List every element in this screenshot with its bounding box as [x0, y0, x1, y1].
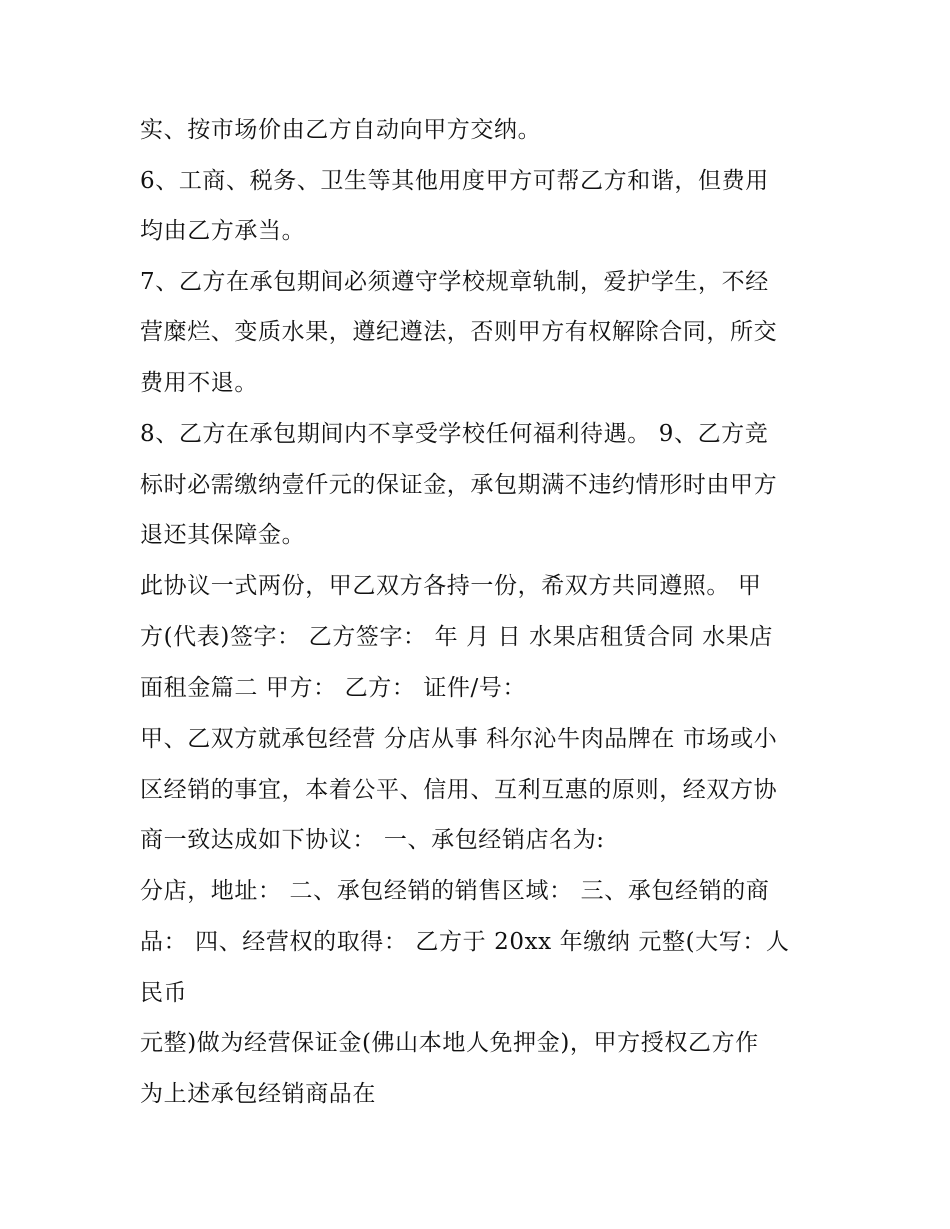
- text-line: 品： 四、经营权的取得： 乙方于 20xx 年缴纳 元整(大写：人: [140, 929, 790, 955]
- text-line: 实、按市场价由乙方自动向甲方交纳。: [140, 117, 542, 143]
- text-line: 面租金篇二 甲方： 乙方： 证件/号：: [140, 675, 527, 701]
- text-line: 此协议一式两份，甲乙双方各持一份，希双方共同遵照。 甲: [140, 573, 762, 599]
- text-line: 7、乙方在承包期间必须遵守学校规章轨制，爱护学生，不经: [140, 269, 769, 295]
- text-line: 甲、乙双方就承包经营 分店从事 科尔沁牛肉品牌在 市场或小: [140, 726, 778, 752]
- text-line: 标时必需缴纳壹仟元的保证金，承包期满不违约情形时由甲方: [140, 472, 778, 498]
- text-line: 方(代表)签字： 乙方签字： 年 月 日 水果店租赁合同 水果店: [140, 624, 774, 650]
- text-line: 商一致达成如下协议： 一、承包经销店名为:: [140, 827, 605, 853]
- text-line: 费用不退。: [140, 370, 258, 396]
- text-line: 分店，地址： 二、承包经销的销售区域： 三、承包经销的商: [140, 878, 770, 904]
- text-line: 6、工商、税务、卫生等其他用度甲方可帮乙方和谐，但费用: [140, 168, 769, 194]
- text-line: 退还其保障金。: [140, 522, 306, 548]
- text-line: 区经销的事宜，本着公平、信用、互利互惠的原则，经双方协: [140, 777, 778, 803]
- text-line: 营糜烂、变质水果，遵纪遵法，否则甲方有权解除合同，所交: [140, 319, 778, 345]
- text-line: 8、乙方在承包期间内不享受学校任何福利待遇。 9、乙方竞: [140, 421, 769, 447]
- text-line: 元整)做为经营保证金(佛山本地人免押金)，甲方授权乙方作: [140, 1030, 759, 1056]
- text-line: 均由乙方承当。: [140, 218, 306, 244]
- text-line: 民币: [140, 980, 188, 1006]
- text-line: 为上述承包经销商品在: [140, 1081, 376, 1107]
